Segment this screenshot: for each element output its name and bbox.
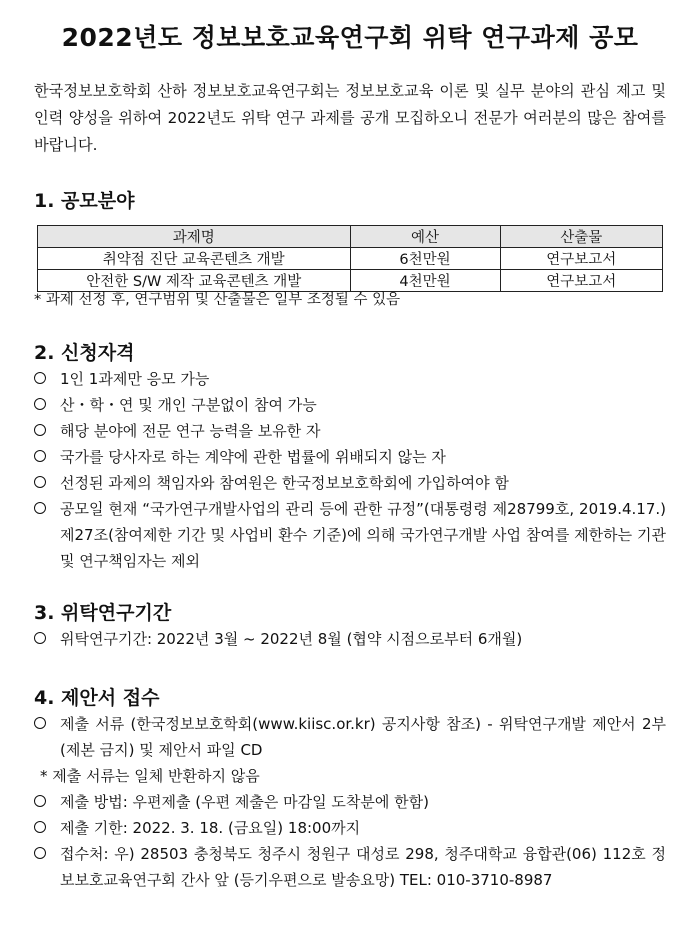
list-item: 산・학・연 및 개인 구분없이 참여 가능 [34,392,666,418]
circle-bullet-icon [34,450,46,462]
document-title: 2022년도 정보보호교육연구회 위탁 연구과제 공모 [61,23,639,52]
circle-bullet-icon [34,502,46,514]
section-heading-1: 1. 공모분야 [34,190,135,212]
table-note: * 과제 선정 후, 연구범위 및 산출물은 일부 조정될 수 있음 [34,292,401,308]
table-row [38,248,663,270]
list-item: 공모일 현재 “국가연구개발사업의 관리 등에 관한 규정”(대통령령 제28799호, 2019.4.17.) 제27조(참여제한 기간 및 사업비 환수 기준)에 의해 국가연구개발 사업 참여를 제한하는 기관 및 연구책임자는 제외 [34,496,666,574]
circle-bullet-icon [34,398,46,410]
table-header-cell: 예산 [350,226,500,248]
table-cell: 연구보고서 [500,270,663,292]
table-cell: 안전한 S/W 제작 교육콘텐츠 개발 [38,270,351,292]
table-cell: 6천만원 [350,248,500,270]
list-item: 제출 방법: 우편제출 (우편 제출은 마감일 도착분에 한함) [34,789,666,815]
table-header-cell: 산출물 [500,226,663,248]
list-item: 1인 1과제만 응모 가능 [34,366,666,392]
section-heading-2: 2. 신청자격 [34,342,135,364]
circle-bullet-icon [34,476,46,488]
circle-bullet-icon [34,632,46,644]
table-cell: 연구보고서 [500,248,663,270]
list-item: 위탁연구기간: 2022년 3월 ~ 2022년 8월 (협약 시점으로부터 6개월) [34,626,666,652]
table-cell: 4천만원 [350,270,500,292]
circle-bullet-icon [34,847,46,859]
list-item: 접수처: 우) 28503 충청북도 청주시 청원구 대성로 298, 청주대학교 융합관(06) 112호 정보보호교육연구회 간사 앞 (등기우편으로 발송요망) TEL: 010-3710-8987 [34,841,666,893]
circle-bullet-icon [34,372,46,384]
circle-bullet-icon [34,821,46,833]
list-item: 국가를 당사자로 하는 계약에 관한 법률에 위배되지 않는 자 [34,444,666,470]
table-cell: 취약점 진단 교육콘텐츠 개발 [38,248,351,270]
table-header-cell: 과제명 [38,226,351,248]
section-heading-4: 4. 제안서 접수 [34,687,160,709]
submission-note: * 제출 서류는 일체 반환하지 않음 [40,767,260,785]
circle-bullet-icon [34,795,46,807]
section-heading-3: 3. 위탁연구기간 [34,602,172,624]
list-item: 제출 기한: 2022. 3. 18. (금요일) 18:00까지 [34,815,666,841]
circle-bullet-icon [34,424,46,436]
circle-bullet-icon [34,717,46,729]
project-table [37,225,663,292]
list-item: 제출 서류 (한국정보보호학회(www.kiisc.or.kr) 공지사항 참조) - 위탁연구개발 제안서 2부 (제본 금지) 및 제안서 파일 CD [34,711,666,763]
list-item: 해당 분야에 전문 연구 능력을 보유한 자 [34,418,666,444]
intro-paragraph: 한국정보보호학회 산하 정보보호교육연구회는 정보보호교육 이론 및 실무 분야의 관심 제고 및 인력 양성을 위하여 2022년도 위탁 연구 과제를 공개 모집하오니 전문가 여러분의 많은 참여를 바랍니다. [34,82,666,154]
list-item: 선정된 과제의 책임자와 참여원은 한국정보보호학회에 가입하여야 함 [34,470,666,496]
table-header-row [38,226,663,248]
